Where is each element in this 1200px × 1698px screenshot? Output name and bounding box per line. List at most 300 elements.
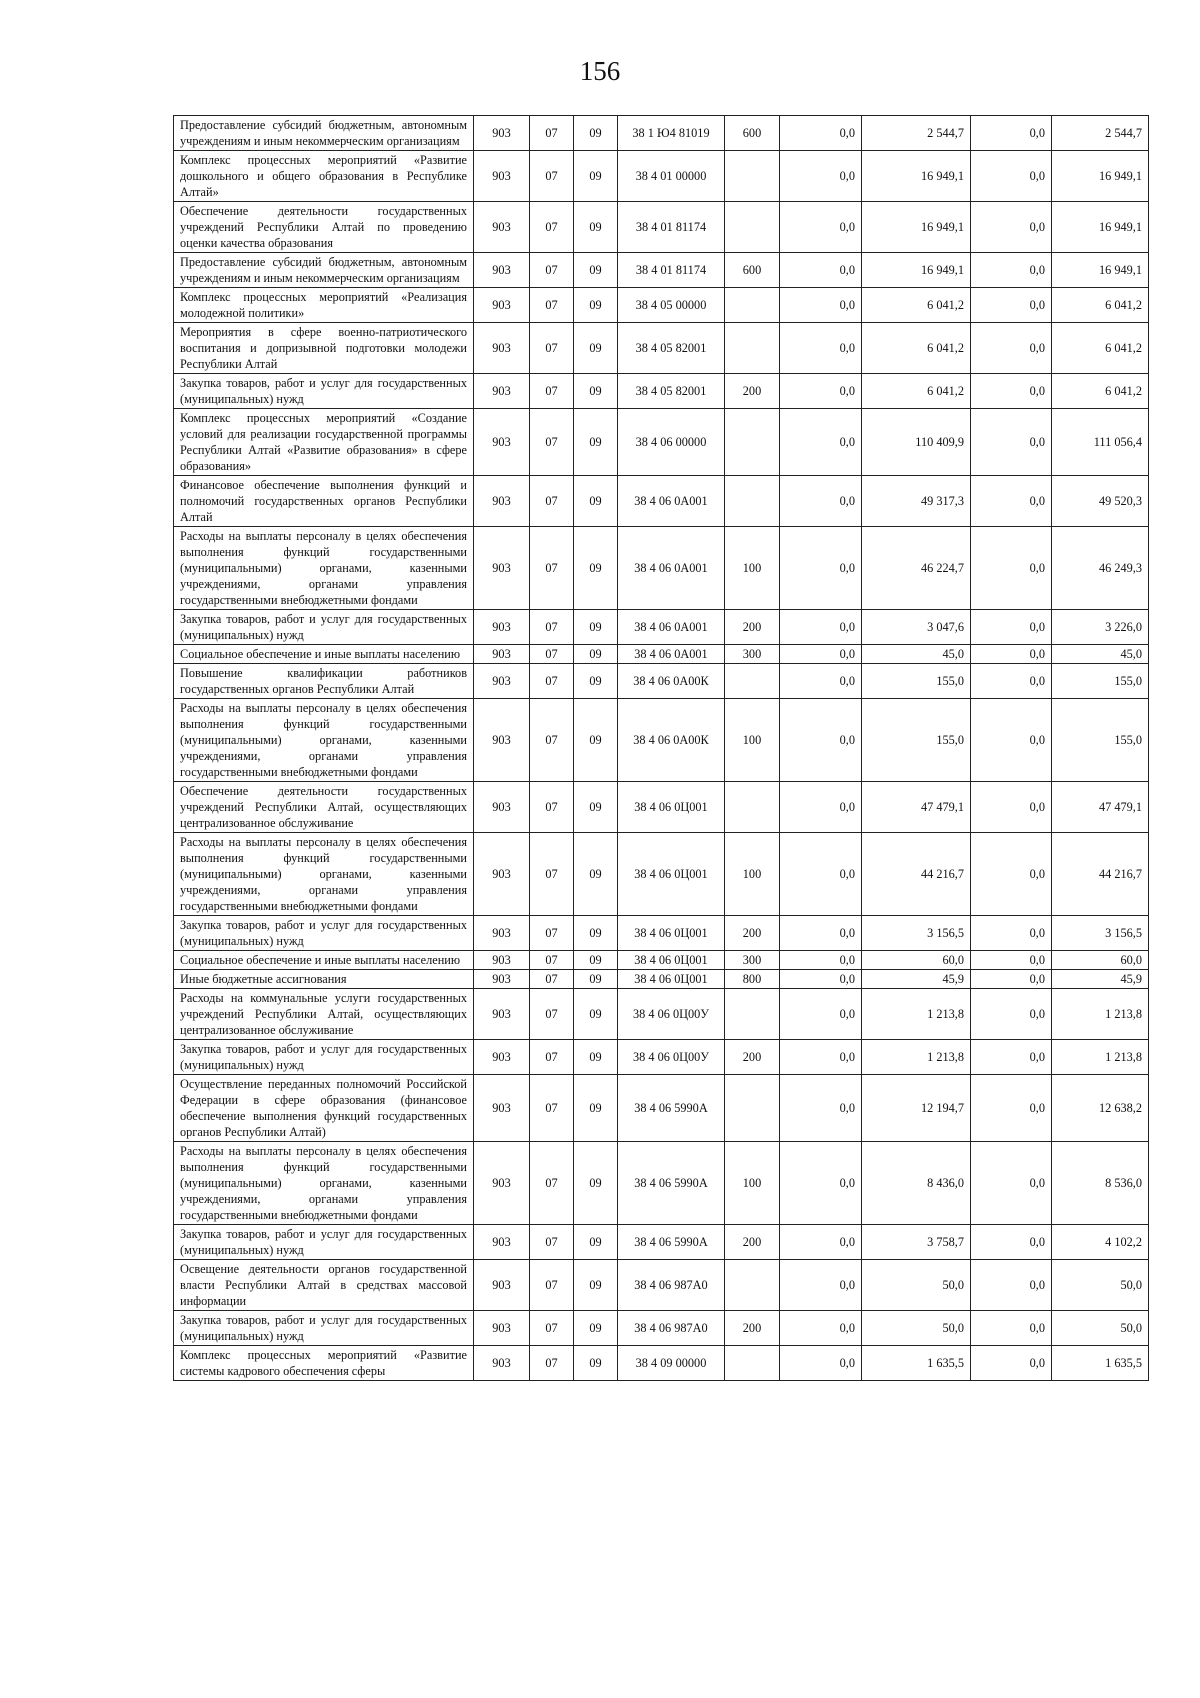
section-code-cell: 07 (530, 151, 574, 202)
expense-type-cell: 100 (725, 527, 780, 610)
amount-2-cell: 2 544,7 (862, 116, 971, 151)
expense-type-cell (725, 782, 780, 833)
subsection-code-cell: 09 (574, 970, 618, 989)
section-code-cell: 07 (530, 916, 574, 951)
table-row (174, 253, 1149, 288)
expense-name-cell: Расходы на выплаты персоналу в целях обеспечения выполнения функций государственными (муниципальными) органами, казенными учреждениями, органами управления государственными внебюджетными фондами (174, 1142, 474, 1225)
target-article-cell: 38 4 06 987А0 (618, 1260, 725, 1311)
table-row (174, 1260, 1149, 1311)
grbs-code-cell: 903 (474, 989, 530, 1040)
amount-2-cell: 8 436,0 (862, 1142, 971, 1225)
subsection-code-cell: 09 (574, 833, 618, 916)
amount-3-cell: 0,0 (971, 116, 1052, 151)
target-article-cell: 38 4 01 81174 (618, 202, 725, 253)
amount-2-cell: 45,9 (862, 970, 971, 989)
expense-name-cell: Закупка товаров, работ и услуг для государственных (муниципальных) нужд (174, 916, 474, 951)
amount-2-cell: 49 317,3 (862, 476, 971, 527)
expense-name-cell: Обеспечение деятельности государственных учреждений Республики Алтай, осуществляющих централизованное обслуживание (174, 782, 474, 833)
amount-2-cell: 1 635,5 (862, 1346, 971, 1381)
amount-2-cell: 44 216,7 (862, 833, 971, 916)
amount-2-cell: 60,0 (862, 951, 971, 970)
expense-name-cell: Повышение квалификации работников государственных органов Республики Алтай (174, 664, 474, 699)
amount-4-cell: 2 544,7 (1052, 116, 1149, 151)
subsection-code-cell: 09 (574, 1142, 618, 1225)
target-article-cell: 38 4 01 81174 (618, 253, 725, 288)
section-code-cell: 07 (530, 782, 574, 833)
expense-type-cell: 200 (725, 1040, 780, 1075)
expense-type-cell (725, 202, 780, 253)
section-code-cell: 07 (530, 1346, 574, 1381)
grbs-code-cell: 903 (474, 1040, 530, 1075)
subsection-code-cell: 09 (574, 916, 618, 951)
target-article-cell: 38 4 06 987А0 (618, 1311, 725, 1346)
grbs-code-cell: 903 (474, 1225, 530, 1260)
amount-1-cell: 0,0 (780, 970, 862, 989)
amount-4-cell: 1 213,8 (1052, 1040, 1149, 1075)
amount-3-cell: 0,0 (971, 664, 1052, 699)
expense-name-cell: Расходы на выплаты персоналу в целях обеспечения выполнения функций государственными (муниципальными) органами, казенными учреждениями, органами управления государственными внебюджетными фондами (174, 699, 474, 782)
grbs-code-cell: 903 (474, 151, 530, 202)
table-row (174, 476, 1149, 527)
subsection-code-cell: 09 (574, 409, 618, 476)
table-row (174, 116, 1149, 151)
target-article-cell: 38 4 06 0Ц00У (618, 1040, 725, 1075)
expense-type-cell: 800 (725, 970, 780, 989)
amount-4-cell: 6 041,2 (1052, 288, 1149, 323)
amount-1-cell: 0,0 (780, 1075, 862, 1142)
target-article-cell: 38 4 06 0Ц001 (618, 970, 725, 989)
amount-3-cell: 0,0 (971, 1040, 1052, 1075)
amount-2-cell: 47 479,1 (862, 782, 971, 833)
page-number: 156 (579, 56, 621, 86)
section-code-cell: 07 (530, 527, 574, 610)
amount-3-cell: 0,0 (971, 782, 1052, 833)
table-row (174, 970, 1149, 989)
expense-type-cell: 300 (725, 645, 780, 664)
target-article-cell: 38 4 06 5990А (618, 1075, 725, 1142)
target-article-cell: 38 4 06 0А001 (618, 610, 725, 645)
amount-1-cell: 0,0 (780, 323, 862, 374)
amount-2-cell: 3 758,7 (862, 1225, 971, 1260)
amount-3-cell: 0,0 (971, 476, 1052, 527)
section-code-cell: 07 (530, 699, 574, 782)
amount-1-cell: 0,0 (780, 151, 862, 202)
amount-1-cell: 0,0 (780, 664, 862, 699)
expense-name-cell: Комплекс процессных мероприятий «Развитие системы кадрового обеспечения сферы (174, 1346, 474, 1381)
amount-2-cell: 45,0 (862, 645, 971, 664)
table-row (174, 951, 1149, 970)
amount-3-cell: 0,0 (971, 1075, 1052, 1142)
table-row (174, 323, 1149, 374)
subsection-code-cell: 09 (574, 1075, 618, 1142)
subsection-code-cell: 09 (574, 1260, 618, 1311)
amount-3-cell: 0,0 (971, 951, 1052, 970)
expense-type-cell: 200 (725, 610, 780, 645)
grbs-code-cell: 903 (474, 409, 530, 476)
expense-type-cell: 100 (725, 699, 780, 782)
target-article-cell: 38 4 06 0А001 (618, 527, 725, 610)
amount-4-cell: 16 949,1 (1052, 151, 1149, 202)
expense-name-cell: Закупка товаров, работ и услуг для государственных (муниципальных) нужд (174, 1225, 474, 1260)
grbs-code-cell: 903 (474, 1075, 530, 1142)
section-code-cell: 07 (530, 202, 574, 253)
subsection-code-cell: 09 (574, 527, 618, 610)
amount-1-cell: 0,0 (780, 1346, 862, 1381)
amount-2-cell: 46 224,7 (862, 527, 971, 610)
grbs-code-cell: 903 (474, 916, 530, 951)
amount-1-cell: 0,0 (780, 253, 862, 288)
expense-name-cell: Предоставление субсидий бюджетным, автономным учреждениям и иным некоммерческим организациям (174, 116, 474, 151)
subsection-code-cell: 09 (574, 1040, 618, 1075)
amount-3-cell: 0,0 (971, 916, 1052, 951)
subsection-code-cell: 09 (574, 610, 618, 645)
section-code-cell: 07 (530, 253, 574, 288)
amount-1-cell: 0,0 (780, 374, 862, 409)
table-row (174, 374, 1149, 409)
table-row (174, 989, 1149, 1040)
expense-type-cell (725, 409, 780, 476)
amount-1-cell: 0,0 (780, 699, 862, 782)
amount-3-cell: 0,0 (971, 288, 1052, 323)
expense-type-cell: 600 (725, 116, 780, 151)
amount-4-cell: 50,0 (1052, 1311, 1149, 1346)
target-article-cell: 38 4 05 00000 (618, 288, 725, 323)
amount-1-cell: 0,0 (780, 645, 862, 664)
amount-2-cell: 3 156,5 (862, 916, 971, 951)
amount-2-cell: 155,0 (862, 664, 971, 699)
target-article-cell: 38 4 06 0Ц00У (618, 989, 725, 1040)
table-row (174, 833, 1149, 916)
subsection-code-cell: 09 (574, 664, 618, 699)
target-article-cell: 38 4 06 0Ц001 (618, 951, 725, 970)
amount-1-cell: 0,0 (780, 116, 862, 151)
section-code-cell: 07 (530, 664, 574, 699)
amount-3-cell: 0,0 (971, 409, 1052, 476)
section-code-cell: 07 (530, 833, 574, 916)
section-code-cell: 07 (530, 989, 574, 1040)
table-row (174, 202, 1149, 253)
amount-1-cell: 0,0 (780, 782, 862, 833)
table-row (174, 1040, 1149, 1075)
amount-2-cell: 6 041,2 (862, 374, 971, 409)
amount-4-cell: 4 102,2 (1052, 1225, 1149, 1260)
amount-4-cell: 47 479,1 (1052, 782, 1149, 833)
table-row (174, 645, 1149, 664)
target-article-cell: 38 1 Ю4 81019 (618, 116, 725, 151)
grbs-code-cell: 903 (474, 664, 530, 699)
expense-name-cell: Иные бюджетные ассигнования (174, 970, 474, 989)
section-code-cell: 07 (530, 1260, 574, 1311)
amount-1-cell: 0,0 (780, 409, 862, 476)
amount-3-cell: 0,0 (971, 527, 1052, 610)
table-row (174, 151, 1149, 202)
grbs-code-cell: 903 (474, 202, 530, 253)
amount-3-cell: 0,0 (971, 151, 1052, 202)
amount-4-cell: 6 041,2 (1052, 374, 1149, 409)
amount-1-cell: 0,0 (780, 527, 862, 610)
grbs-code-cell: 903 (474, 288, 530, 323)
amount-3-cell: 0,0 (971, 833, 1052, 916)
section-code-cell: 07 (530, 1040, 574, 1075)
target-article-cell: 38 4 09 00000 (618, 1346, 725, 1381)
target-article-cell: 38 4 06 5990А (618, 1225, 725, 1260)
amount-2-cell: 1 213,8 (862, 1040, 971, 1075)
amount-3-cell: 0,0 (971, 970, 1052, 989)
section-code-cell: 07 (530, 116, 574, 151)
target-article-cell: 38 4 06 00000 (618, 409, 725, 476)
target-article-cell: 38 4 05 82001 (618, 374, 725, 409)
expense-name-cell: Закупка товаров, работ и услуг для государственных (муниципальных) нужд (174, 1311, 474, 1346)
amount-1-cell: 0,0 (780, 1260, 862, 1311)
amount-2-cell: 155,0 (862, 699, 971, 782)
expense-name-cell: Предоставление субсидий бюджетным, автономным учреждениям и иным некоммерческим организациям (174, 253, 474, 288)
subsection-code-cell: 09 (574, 699, 618, 782)
amount-4-cell: 46 249,3 (1052, 527, 1149, 610)
subsection-code-cell: 09 (574, 645, 618, 664)
grbs-code-cell: 903 (474, 116, 530, 151)
table-row (174, 288, 1149, 323)
amount-4-cell: 50,0 (1052, 1260, 1149, 1311)
amount-2-cell: 110 409,9 (862, 409, 971, 476)
target-article-cell: 38 4 06 0А00К (618, 699, 725, 782)
table-row (174, 1142, 1149, 1225)
table-row (174, 1225, 1149, 1260)
expense-type-cell (725, 1346, 780, 1381)
expense-type-cell: 100 (725, 1142, 780, 1225)
subsection-code-cell: 09 (574, 116, 618, 151)
amount-1-cell: 0,0 (780, 288, 862, 323)
table-body (174, 116, 1149, 1381)
amount-4-cell: 155,0 (1052, 664, 1149, 699)
expense-type-cell (725, 476, 780, 527)
expense-type-cell: 300 (725, 951, 780, 970)
expense-type-cell (725, 323, 780, 374)
expense-name-cell: Расходы на выплаты персоналу в целях обеспечения выполнения функций государственными (муниципальными) органами, казенными учреждениями, органами управления государственными внебюджетными фондами (174, 527, 474, 610)
subsection-code-cell: 09 (574, 951, 618, 970)
expense-name-cell: Комплекс процессных мероприятий «Реализация молодежной политики» (174, 288, 474, 323)
table-row (174, 916, 1149, 951)
grbs-code-cell: 903 (474, 970, 530, 989)
expense-name-cell: Обеспечение деятельности государственных учреждений Республики Алтай по проведению оценки качества образования (174, 202, 474, 253)
amount-2-cell: 16 949,1 (862, 253, 971, 288)
grbs-code-cell: 903 (474, 782, 530, 833)
grbs-code-cell: 903 (474, 476, 530, 527)
expense-type-cell (725, 664, 780, 699)
amount-1-cell: 0,0 (780, 476, 862, 527)
subsection-code-cell: 09 (574, 1225, 618, 1260)
target-article-cell: 38 4 06 0Ц001 (618, 833, 725, 916)
amount-2-cell: 3 047,6 (862, 610, 971, 645)
expense-type-cell: 200 (725, 1225, 780, 1260)
amount-4-cell: 6 041,2 (1052, 323, 1149, 374)
expense-type-cell (725, 1075, 780, 1142)
expense-type-cell (725, 989, 780, 1040)
expense-name-cell: Закупка товаров, работ и услуг для государственных (муниципальных) нужд (174, 374, 474, 409)
target-article-cell: 38 4 06 0А001 (618, 476, 725, 527)
target-article-cell: 38 4 06 5990А (618, 1142, 725, 1225)
amount-4-cell: 16 949,1 (1052, 202, 1149, 253)
subsection-code-cell: 09 (574, 202, 618, 253)
expense-name-cell: Закупка товаров, работ и услуг для государственных (муниципальных) нужд (174, 1040, 474, 1075)
amount-2-cell: 6 041,2 (862, 323, 971, 374)
subsection-code-cell: 09 (574, 476, 618, 527)
expense-name-cell: Закупка товаров, работ и услуг для государственных (муниципальных) нужд (174, 610, 474, 645)
amount-4-cell: 8 536,0 (1052, 1142, 1149, 1225)
amount-3-cell: 0,0 (971, 323, 1052, 374)
target-article-cell: 38 4 06 0А001 (618, 645, 725, 664)
amount-2-cell: 50,0 (862, 1311, 971, 1346)
section-code-cell: 07 (530, 476, 574, 527)
subsection-code-cell: 09 (574, 1311, 618, 1346)
amount-1-cell: 0,0 (780, 1311, 862, 1346)
amount-4-cell: 3 156,5 (1052, 916, 1149, 951)
amount-3-cell: 0,0 (971, 1260, 1052, 1311)
section-code-cell: 07 (530, 951, 574, 970)
expense-type-cell: 600 (725, 253, 780, 288)
amount-4-cell: 3 226,0 (1052, 610, 1149, 645)
section-code-cell: 07 (530, 288, 574, 323)
target-article-cell: 38 4 06 0Ц001 (618, 916, 725, 951)
grbs-code-cell: 903 (474, 833, 530, 916)
amount-2-cell: 50,0 (862, 1260, 971, 1311)
expense-name-cell: Социальное обеспечение и иные выплаты населению (174, 645, 474, 664)
amount-3-cell: 0,0 (971, 989, 1052, 1040)
amount-4-cell: 45,9 (1052, 970, 1149, 989)
amount-1-cell: 0,0 (780, 1225, 862, 1260)
amount-4-cell: 155,0 (1052, 699, 1149, 782)
table-row (174, 664, 1149, 699)
amount-3-cell: 0,0 (971, 645, 1052, 664)
budget-table (173, 115, 1149, 1381)
amount-1-cell: 0,0 (780, 833, 862, 916)
section-code-cell: 07 (530, 323, 574, 374)
amount-1-cell: 0,0 (780, 989, 862, 1040)
grbs-code-cell: 903 (474, 1346, 530, 1381)
expense-type-cell: 100 (725, 833, 780, 916)
expense-type-cell: 200 (725, 916, 780, 951)
amount-2-cell: 12 194,7 (862, 1075, 971, 1142)
section-code-cell: 07 (530, 610, 574, 645)
amount-4-cell: 1 635,5 (1052, 1346, 1149, 1381)
amount-2-cell: 16 949,1 (862, 151, 971, 202)
expense-name-cell: Мероприятия в сфере военно-патриотического воспитания и допризывной подготовки молодежи Республики Алтай (174, 323, 474, 374)
amount-3-cell: 0,0 (971, 1346, 1052, 1381)
amount-3-cell: 0,0 (971, 253, 1052, 288)
target-article-cell: 38 4 05 82001 (618, 323, 725, 374)
expense-name-cell: Освещение деятельности органов государственной власти Республики Алтай в средствах массовой информации (174, 1260, 474, 1311)
amount-4-cell: 44 216,7 (1052, 833, 1149, 916)
section-code-cell: 07 (530, 970, 574, 989)
amount-3-cell: 0,0 (971, 202, 1052, 253)
table-row (174, 699, 1149, 782)
amount-1-cell: 0,0 (780, 951, 862, 970)
amount-1-cell: 0,0 (780, 610, 862, 645)
expense-name-cell: Финансовое обеспечение выполнения функций и полномочий государственных органов Республики Алтай (174, 476, 474, 527)
expense-type-cell: 200 (725, 1311, 780, 1346)
table-row (174, 782, 1149, 833)
amount-2-cell: 1 213,8 (862, 989, 971, 1040)
amount-2-cell: 16 949,1 (862, 202, 971, 253)
expense-type-cell (725, 151, 780, 202)
expense-name-cell: Расходы на коммунальные услуги государственных учреждений Республики Алтай, осуществляющих централизованное обслуживание (174, 989, 474, 1040)
amount-3-cell: 0,0 (971, 610, 1052, 645)
amount-4-cell: 60,0 (1052, 951, 1149, 970)
table-row (174, 1346, 1149, 1381)
grbs-code-cell: 903 (474, 645, 530, 664)
table-row (174, 610, 1149, 645)
amount-4-cell: 45,0 (1052, 645, 1149, 664)
grbs-code-cell: 903 (474, 610, 530, 645)
expense-type-cell: 200 (725, 374, 780, 409)
subsection-code-cell: 09 (574, 253, 618, 288)
amount-3-cell: 0,0 (971, 1311, 1052, 1346)
amount-4-cell: 12 638,2 (1052, 1075, 1149, 1142)
grbs-code-cell: 903 (474, 951, 530, 970)
amount-4-cell: 49 520,3 (1052, 476, 1149, 527)
table-row (174, 527, 1149, 610)
subsection-code-cell: 09 (574, 782, 618, 833)
amount-1-cell: 0,0 (780, 202, 862, 253)
table-row (174, 1075, 1149, 1142)
section-code-cell: 07 (530, 1142, 574, 1225)
grbs-code-cell: 903 (474, 1260, 530, 1311)
expense-name-cell: Комплекс процессных мероприятий «Развитие дошкольного и общего образования в Республике Алтай» (174, 151, 474, 202)
target-article-cell: 38 4 06 0Ц001 (618, 782, 725, 833)
amount-3-cell: 0,0 (971, 1225, 1052, 1260)
expense-name-cell: Социальное обеспечение и иные выплаты населению (174, 951, 474, 970)
subsection-code-cell: 09 (574, 989, 618, 1040)
section-code-cell: 07 (530, 1311, 574, 1346)
amount-3-cell: 0,0 (971, 699, 1052, 782)
subsection-code-cell: 09 (574, 323, 618, 374)
subsection-code-cell: 09 (574, 288, 618, 323)
amount-3-cell: 0,0 (971, 1142, 1052, 1225)
amount-2-cell: 6 041,2 (862, 288, 971, 323)
subsection-code-cell: 09 (574, 374, 618, 409)
grbs-code-cell: 903 (474, 323, 530, 374)
amount-4-cell: 16 949,1 (1052, 253, 1149, 288)
expense-type-cell (725, 288, 780, 323)
amount-1-cell: 0,0 (780, 1040, 862, 1075)
section-code-cell: 07 (530, 374, 574, 409)
expense-type-cell (725, 1260, 780, 1311)
grbs-code-cell: 903 (474, 374, 530, 409)
grbs-code-cell: 903 (474, 699, 530, 782)
section-code-cell: 07 (530, 409, 574, 476)
amount-1-cell: 0,0 (780, 1142, 862, 1225)
grbs-code-cell: 903 (474, 1142, 530, 1225)
section-code-cell: 07 (530, 1075, 574, 1142)
grbs-code-cell: 903 (474, 1311, 530, 1346)
subsection-code-cell: 09 (574, 151, 618, 202)
target-article-cell: 38 4 01 00000 (618, 151, 725, 202)
amount-3-cell: 0,0 (971, 374, 1052, 409)
table-row (174, 409, 1149, 476)
expense-name-cell: Расходы на выплаты персоналу в целях обеспечения выполнения функций государственными (муниципальными) органами, казенными учреждениями, органами управления государственными внебюджетными фондами (174, 833, 474, 916)
grbs-code-cell: 903 (474, 527, 530, 610)
section-code-cell: 07 (530, 1225, 574, 1260)
table-row (174, 1311, 1149, 1346)
amount-4-cell: 111 056,4 (1052, 409, 1149, 476)
target-article-cell: 38 4 06 0А00К (618, 664, 725, 699)
grbs-code-cell: 903 (474, 253, 530, 288)
expense-name-cell: Осуществление переданных полномочий Российской Федерации в сфере образования (финансовое обеспечение выполнения функций государственных органов Республики Алтай) (174, 1075, 474, 1142)
subsection-code-cell: 09 (574, 1346, 618, 1381)
expense-name-cell: Комплекс процессных мероприятий «Создание условий для реализации государственной программы Республики Алтай «Развитие образования» в сфере образования» (174, 409, 474, 476)
amount-4-cell: 1 213,8 (1052, 989, 1149, 1040)
section-code-cell: 07 (530, 645, 574, 664)
amount-1-cell: 0,0 (780, 916, 862, 951)
